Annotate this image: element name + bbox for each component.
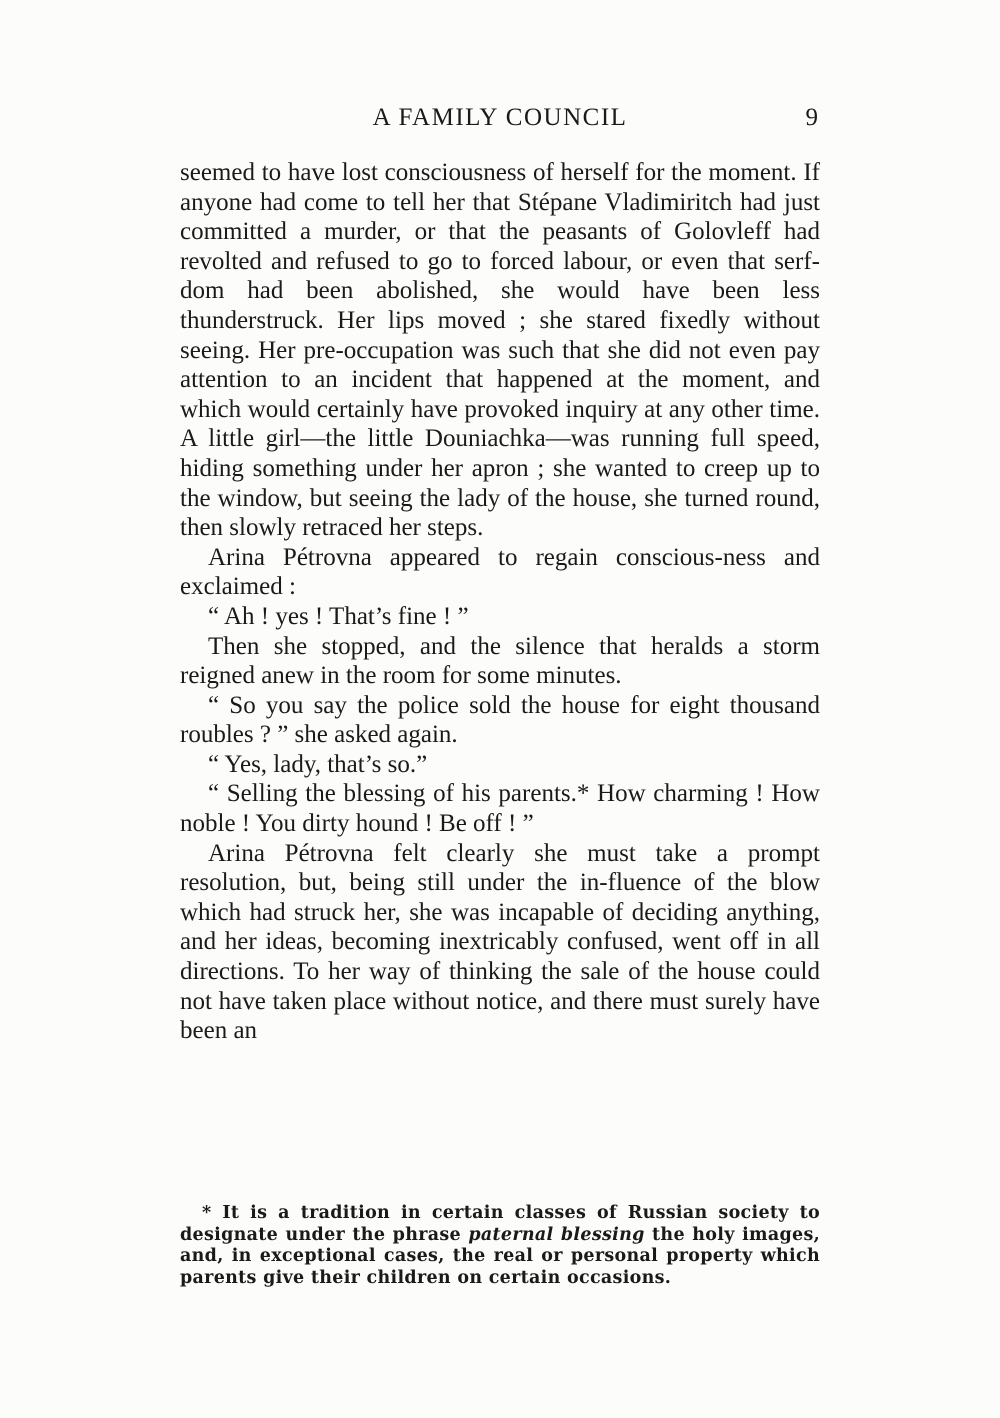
page-number: 9 (805, 104, 818, 131)
footnote-text-start: * It is a tradition in certain classes of Russian society to designate under the phrase (180, 1203, 820, 1245)
footnote-text-end: the holy images, and, in exceptional cases, the real or personal property which parents give their children on certain occasions. (180, 1224, 821, 1288)
paragraph: Then she stopped, and the silence that heralds a storm reigned anew in the room for some minutes. (180, 632, 820, 690)
paragraph: “ So you say the police sold the house for eight thousand roubles ? ” she asked again. (180, 691, 820, 749)
paragraph: “ Yes, lady, that’s so.” (208, 750, 428, 778)
footnote-text (180, 1203, 820, 1289)
paragraph: Arina Pétrovna appeared to regain conscious-ness and exclaimed : (180, 543, 820, 601)
paragraph: Arina Pétrovna felt clearly she must take a prompt resolution, but, being still under the in-fluence of the blow which had struck her, she was incapable of deciding anything, and her ideas, becoming inextricably confused, went off in all directions. To her way of thinking the sale of the house could not have taken place without notice, and there must surely have been an (180, 839, 820, 1045)
paragraph: “ Ah ! yes ! That’s fine ! ” (208, 602, 469, 630)
footnote-italic-phrase: paternal blessing (468, 1224, 645, 1245)
body-text (180, 158, 820, 1046)
footnote (180, 1203, 820, 1289)
running-head: A FAMILY COUNCIL (372, 104, 628, 131)
paragraph: “ Selling the blessing of his parents.* How charming ! How noble ! You dirty hound ! Be off ! ” (180, 780, 820, 838)
paragraph: seemed to have lost consciousness of herself for the moment. If anyone had come to tell her that Stépane Vladimiritch had just committed a murder, or that the peasants of Golovleff had revolted and refused to go to forced labour, or even that serf-dom had been abolished, she would have been less thunderstruck. Her lips moved ; she stared fixedly without seeing. Her pre-occupation was such that she did not even pay attention to an incident that happened at the moment, and which would certainly have provoked inquiry at any other time. A little girl—the little Douniachka—was running full speed, hiding something under her apron ; she wanted to creep up to the window, but seeing the lady of the house, she turned round, then slowly retraced her steps. (180, 159, 820, 542)
page-header (180, 104, 820, 138)
